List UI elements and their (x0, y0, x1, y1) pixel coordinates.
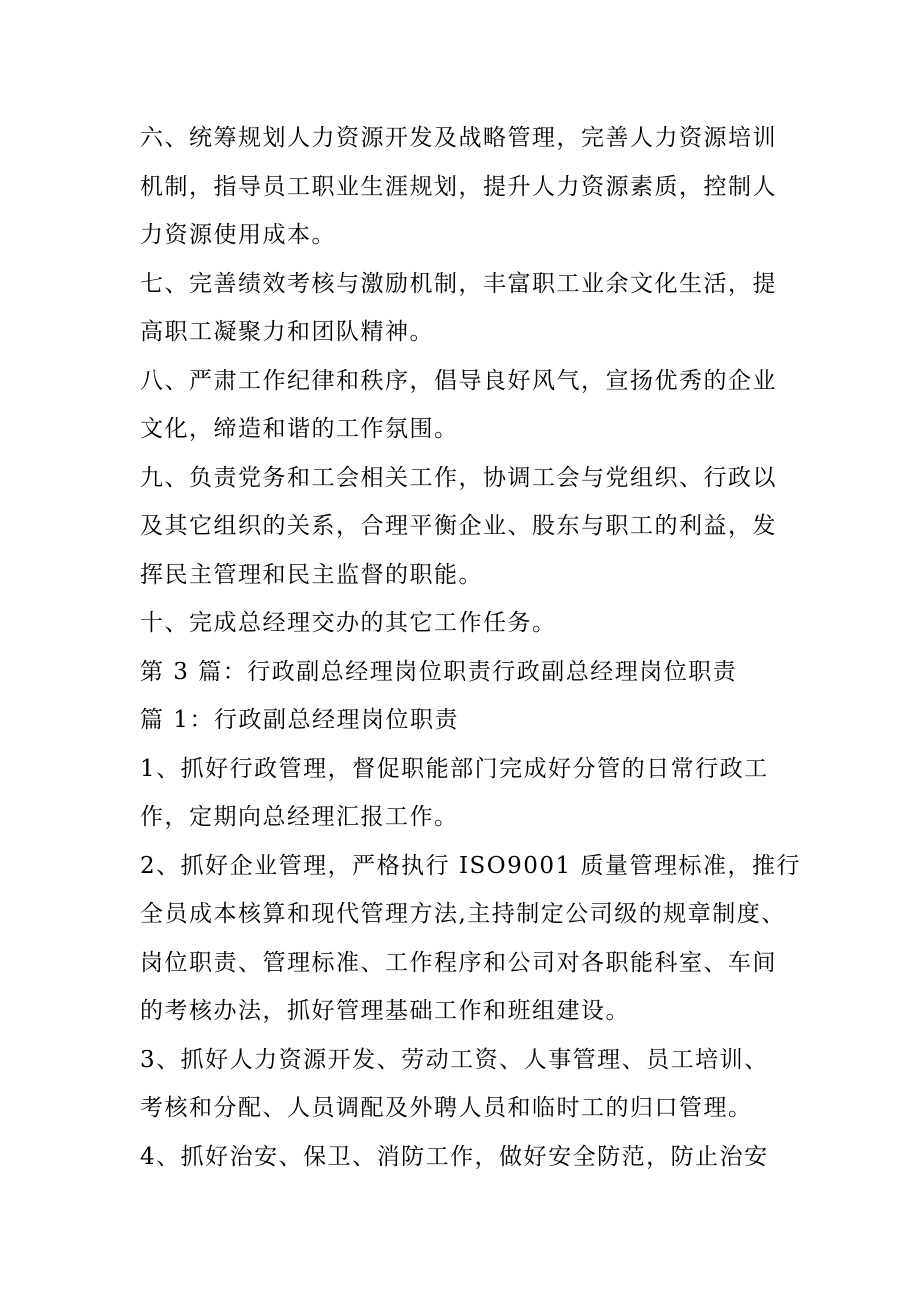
text-line: 高职工凝聚力和团队精神。 (140, 319, 434, 345)
text-line: 九、负责党务和工会相关工作，协调工会与党组织、行政以 (140, 464, 777, 491)
text-line: 八、严肃工作纪律和秩序，倡导良好风气，宣扬优秀的企业 (140, 367, 777, 394)
text-line: 文化，缔造和谐的工作氛围。 (140, 416, 459, 442)
text-line: 1、抓好行政管理，督促职能部门完成好分管的日常行政工 (140, 755, 769, 782)
text-line: 岗位职责、管理标准、工作程序和公司对各职能科室、车间 (140, 949, 777, 976)
text-line: 作，定期向总经理汇报工作。 (140, 804, 459, 830)
text-line: 2、抓好企业管理，严格执行 ISO9001 质量管理标准，推行 (140, 852, 801, 879)
text-line: 力资源使用成本。 (140, 222, 336, 248)
text-line: 挥民主管理和民主监督的职能。 (140, 561, 483, 588)
document-body (140, 114, 801, 1181)
section-heading: 第 3 篇：行政副总经理岗位职责行政副总经理岗位职责 (140, 658, 738, 685)
text-line: 十、完成总经理交办的其它工作任务。 (140, 610, 557, 636)
text-line: 及其它组织的关系，合理平衡企业、股东与职工的利益，发 (140, 513, 777, 539)
text-line: 六、统筹规划人力资源开发及战略管理，完善人力资源培训 (140, 125, 777, 151)
text-line: 考核和分配、人员调配及外聘人员和临时工的归口管理。 (140, 1095, 753, 1121)
text-line: 七、完善绩效考核与激励机制，丰富职工业余文化生活，提 (140, 270, 777, 297)
text-line: 的考核办法，抓好管理基础工作和班组建设。 (140, 998, 630, 1024)
text-line: 机制，指导员工职业生涯规划，提升人力资源素质，控制人 (140, 173, 777, 200)
text-line: 4、抓好治安、保卫、消防工作，做好安全防范，防止治安 (140, 1143, 769, 1170)
subsection-heading: 篇 1：行政副总经理岗位职责 (140, 707, 459, 733)
text-line: 3、抓好人力资源开发、劳动工资、人事管理、员工培训、 (140, 1046, 769, 1073)
text-line: 全员成本核算和现代管理方法,主持制定公司级的规章制度、 (140, 901, 786, 927)
